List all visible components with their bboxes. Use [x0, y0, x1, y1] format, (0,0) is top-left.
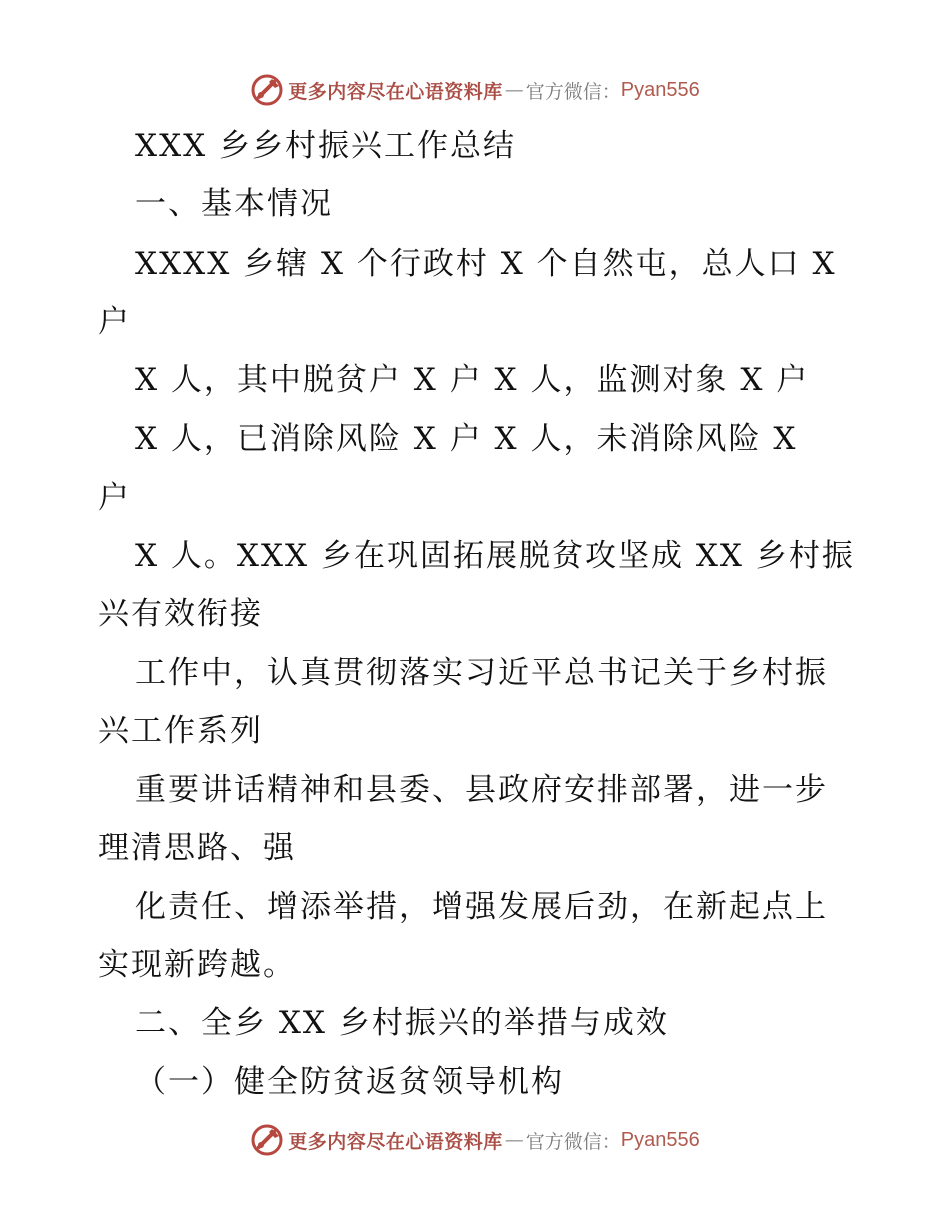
paragraph-line: X 人。XXX 乡在巩固拓展脱贫攻坚成 XX 乡村振 [135, 538, 855, 574]
document-title: XXX 乡乡村振兴工作总结 [135, 128, 517, 164]
brand-logo-icon [250, 1123, 284, 1157]
paragraph-line: 户 [98, 480, 131, 516]
section-heading-basic-situation: 一、基本情况 [135, 186, 333, 222]
section-heading-measures: 二、全乡 XX 乡村振兴的举措与成效 [135, 1005, 669, 1041]
paragraph-line: X 人，其中脱贫户 X 户 X 人，监测对象 X 户 [135, 362, 810, 398]
footer-banner [0, 1120, 950, 1160]
paragraph-line: 实现新跨越。 [98, 947, 296, 983]
banner-separator: — [504, 1129, 524, 1151]
banner-text: 更多内容尽在心语资料库 [288, 1130, 503, 1153]
paragraph-line: XXXX 乡辖 X 个行政村 X 个自然屯，总人口 X [135, 246, 837, 282]
banner-wechat-id: Pyan556 [620, 78, 700, 101]
banner-text: 更多内容尽在心语资料库 [288, 80, 503, 103]
paragraph-line: 理清思路、强 [98, 830, 296, 866]
paragraph-line: 工作中，认真贯彻落实习近平总书记关于乡村振 [135, 655, 828, 691]
paragraph-line: 化责任、增添举措，增强发展后劲，在新起点上 [135, 889, 828, 925]
banner-wechat-id: Pyan556 [620, 1128, 700, 1151]
paragraph-line: 户 [98, 304, 131, 340]
banner-wechat-label: 官方微信： [525, 80, 621, 103]
paragraph-line: 兴工作系列 [98, 713, 263, 749]
paragraph-line: 重要讲话精神和县委、县政府安排部署，进一步 [135, 772, 828, 808]
subsection-heading: （一）健全防贫返贫领导机构 [135, 1064, 564, 1100]
header-banner [0, 70, 950, 110]
brand-logo-icon [250, 73, 284, 107]
paragraph-line: X 人，已消除风险 X 户 X 人，未消除风险 X [135, 421, 798, 457]
paragraph-line: 兴有效衔接 [98, 596, 263, 632]
banner-separator: — [504, 79, 524, 101]
banner-wechat-label: 官方微信： [525, 1130, 621, 1153]
